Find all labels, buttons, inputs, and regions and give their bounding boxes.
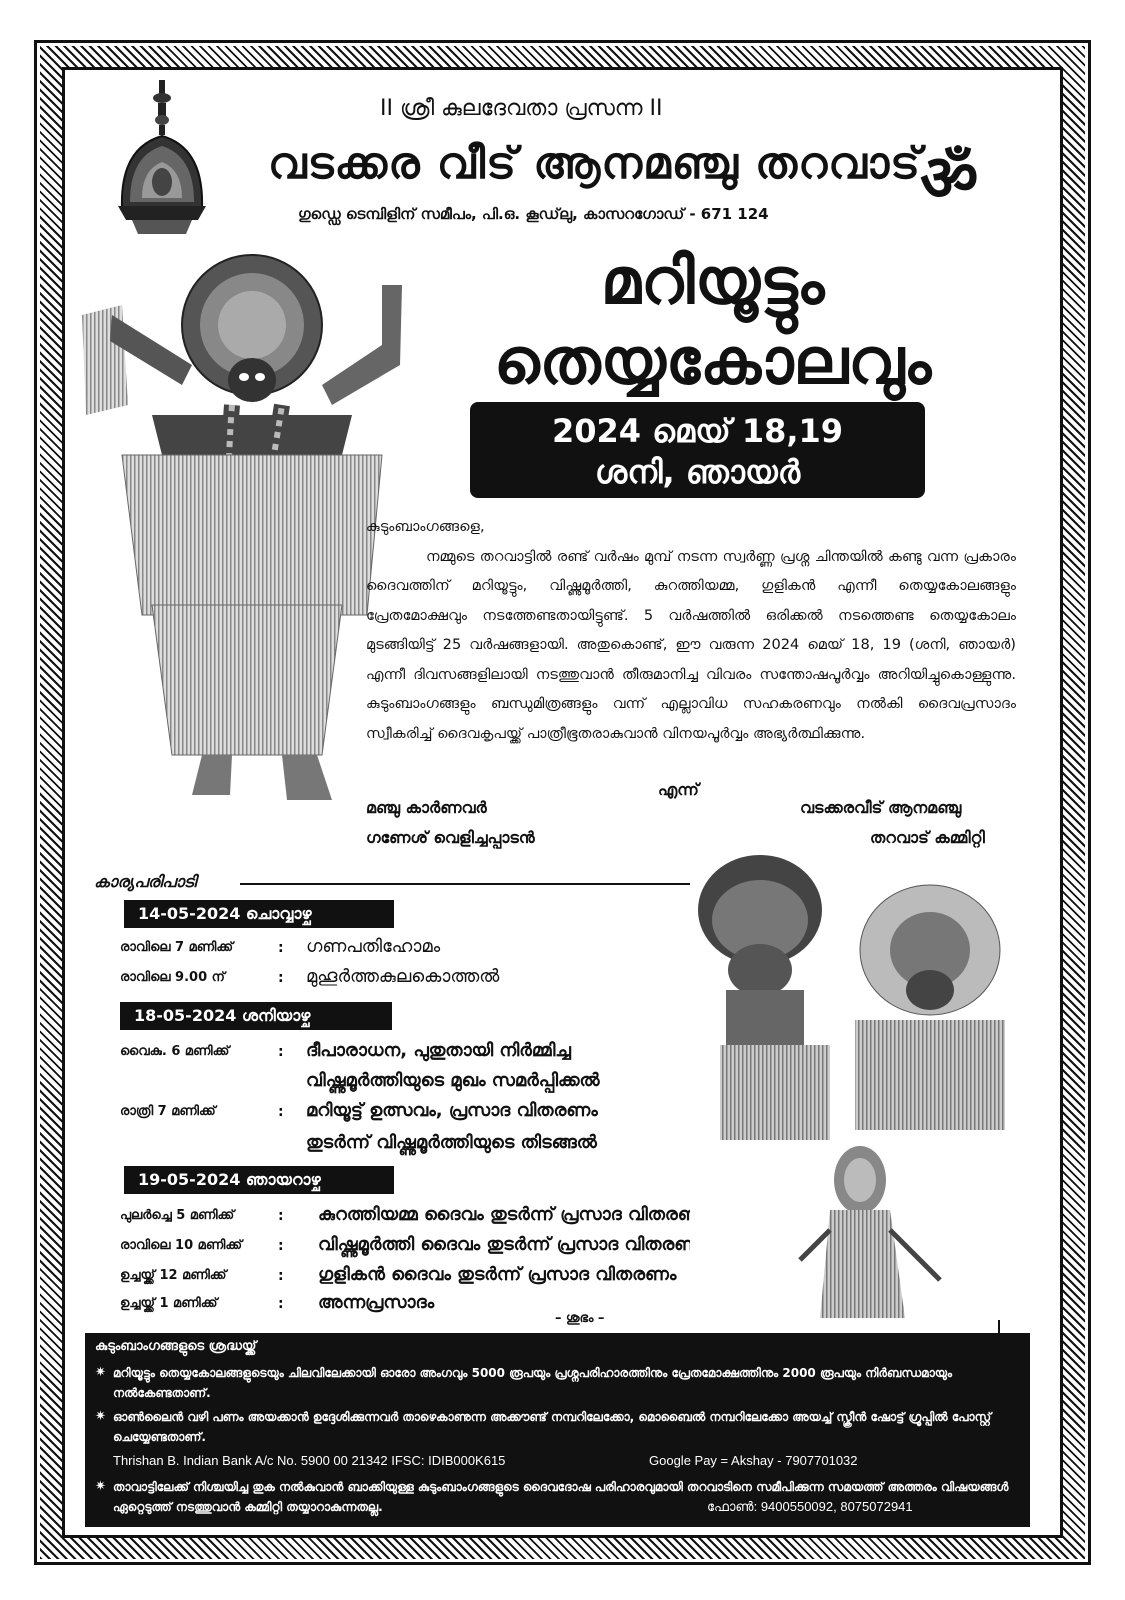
programme-title: കാര്യപരിപാടി [94, 872, 197, 891]
notice-heading: കുടുംബാംഗങ്ങളുടെ ശ്രദ്ധയ്ക്ക് [95, 1339, 257, 1354]
colon-1-1: : [278, 940, 284, 956]
notice-box [85, 1333, 1030, 1527]
letter-ennu: എന്ന് [658, 780, 699, 799]
om-icon: ॐ [920, 142, 979, 216]
date-box [470, 402, 925, 498]
event-2-1: ദീപാരാധന, പുതുതായി നിർമ്മിച്ച [306, 1040, 571, 1061]
bank-details: Thrishan B. Indian Bank A/c No. 5900 00 21342 IFSC: IDIB000K615 [113, 1453, 506, 1468]
day-header-3: 19-05-2024 ഞായറാഴ്ച [124, 1166, 394, 1194]
phone-numbers: ഫോൺ: 9400550092, 8075072941 [707, 1499, 913, 1514]
tharavad-title: വടക്കര വീട് ആനമഞ്ചു തറവാട് [268, 138, 922, 189]
closing-shubham: – ശുഭം – [555, 1311, 605, 1326]
bullet-icon: ✷ [95, 1479, 106, 1494]
colon-1-2: : [278, 970, 284, 986]
event-3-2: വിഷ്ണുമൂർത്തി ദൈവം തുടർന്ന് പ്രസാദ വിതരണം [318, 1234, 706, 1255]
address-text: ഗുഡ്ഡെ ടെമ്പിളിന് സമീപം, പി.ഒ. കൂഡ്‌ലു, കാസറഗോഡ് - 671 124 [298, 205, 769, 223]
signatory-right-1: വടക്കരവീട് ആനമഞ്ചു [800, 798, 962, 817]
colon-3-4: : [278, 1296, 284, 1312]
blessing-text: II ശ്രീ കുലദേവതാ പ്രസന്ന II [380, 96, 663, 121]
invitation-letter [366, 512, 1016, 748]
notice-point-3: താവാട്ടിലേക്ക് നിശ്ചയിച്ച തുക നൽകുവാൻ ബാക്കിയുള്ള കുടുംബാംഗങ്ങളുടെ ദൈവദോഷ പരിഹാരവുമായി തറവാടിനെ സമീപിക്കുന്ന സമയത്ത് അത്തരം വിഷയങ്ങൾ ഏറ്റെടുത്ത് നടത്തുവാൻ കമ്മിറ്റി തയ്യാറാകുന്നതല്ല. [113, 1480, 1009, 1514]
bullet-icon: ✷ [95, 1409, 106, 1424]
colon-3-2: : [278, 1238, 284, 1254]
event-3-1: കുറത്തിയമ്മ ദൈവം തുടർന്ന് പ്രസാദ വിതരണം [318, 1204, 710, 1225]
lamp-icon [112, 78, 212, 238]
letter-greeting: കുടുംബാംഗങ്ങളെ, [366, 518, 485, 535]
event-2-2-cont: തുടർന്ന് വിഷ്ണുമൂർത്തിയുടെ തിടങ്ങൽ [306, 1132, 597, 1153]
bullet-icon: ✷ [95, 1365, 106, 1380]
time-3-4: ഉച്ചയ്ക്ക് 1 മണിക്ക് [120, 1296, 218, 1311]
time-3-3: ഉച്ചയ്ക്ക് 12 മണിക്ക് [120, 1268, 227, 1283]
notice-point-1: മറിയൂട്ടും തെയ്യകോലങ്ങളുടെയും ചിലവിലേക്കായി ഓരോ അംഗവും 5000 രൂപയും പ്രശ്നപരിഹാരത്തിനും പ്രേതമോക്ഷത്തിനും 2000 രൂപയും നിർബന്ധമായും നൽകേണ്ടതാണ്. [113, 1366, 953, 1400]
day-header-2: 18-05-2024 ശനിയാഴ്ച [120, 1002, 392, 1030]
time-2-1: വൈകു. 6 മണിക്ക് [120, 1044, 230, 1059]
event-1-2: മുഹൂർത്തകുലകൊത്തൽ [306, 966, 500, 987]
event-3-4: അന്നപ്രസാദം [318, 1292, 435, 1313]
signatory-right-2: തറവാട് കമ്മിറ്റി [870, 828, 985, 847]
time-3-1: പുലർച്ചെ 5 മണിക്ക് [120, 1208, 235, 1223]
event-title-line1: മറിയൂട്ടും [600, 245, 825, 319]
theyyam-photos-image [690, 850, 1020, 1320]
signatory-left-1: മഞ്ചു കാർണവർ [366, 798, 487, 817]
notice-point-2: ഓൺലൈൻ വഴി പണം അയക്കാൻ ഉദ്ദേശിക്കുന്നവർ താഴെകാണുന്ന അക്കൗണ്ട് നമ്പറിലേക്കോ, മൊബൈൽ നമ്പറിലേക്കോ അയച്ച് സ്ക്രീൻ ഷോട്ട് ഗ്രൂപ്പിൽ പോസ്റ്റ് ചെയ്യേണ്ടതാണ്. [113, 1410, 992, 1444]
event-1-1: ഗണപതിഹോമം [306, 936, 441, 957]
time-2-2: രാത്രി 7 മണിക്ക് [120, 1104, 216, 1119]
time-1-1: രാവിലെ 7 മണിക്ക് [120, 940, 234, 955]
colon-2-2: : [278, 1104, 284, 1120]
event-days: ശനി, ഞായർ [594, 453, 801, 491]
colon-3-3: : [278, 1268, 284, 1284]
time-1-2: രാവിലെ 9.00 ന് [120, 970, 225, 985]
event-2-1-cont: വിഷ്ണുമൂർത്തിയുടെ മുഖം സമർപ്പിക്കൽ [306, 1070, 600, 1091]
signatory-left-2: ഗണേശ് വെളിച്ചപ്പാടൻ [366, 828, 535, 847]
event-date: 2024 മെയ് 18,19 [551, 412, 844, 450]
day-header-1: 14-05-2024 ചൊവ്വാഴ്ച [124, 900, 394, 928]
colon-3-1: : [278, 1208, 284, 1224]
event-3-3: ഗുളികൻ ദൈവം തുടർന്ന് പ്രസാദ വിതരണം [318, 1264, 677, 1285]
letter-body: നമ്മുടെ തറവാട്ടിൽ രണ്ട് വർഷം മുമ്പ് നടന്ന സ്വർണ്ണ പ്രശ്ന ചിന്തയിൽ കണ്ടു വന്ന പ്രകാരം ദൈവത്തിന് മറിയൂട്ടും, വിഷ്ണുമൂർത്തി, കുറത്തിയമ്മ, ഗുളികൻ എന്നീ തെയ്യകോലങ്ങളും പ്രേതമോക്ഷവും നടത്തേണ്ടതായിട്ടുണ്ട്. 5 വർഷത്തിൽ ഒരിക്കൽ നടത്തെണ്ട തെയ്യകോലം മുടങ്ങിയിട്ട് 25 വർഷങ്ങളായി. അതുകൊണ്ട്, ഈ വരുന്ന 2024 മെയ് 18, 19 (ശനി, ഞായർ) എന്നീ ദിവസങ്ങളിലായി നടത്തുവാൻ തീരുമാനിച്ച വിവരം സന്തോഷപൂർവ്വം അറിയിച്ചുകൊള്ളുന്നു. കുടുംബാംഗങ്ങളും ബന്ധുമിത്രങ്ങളും വന്ന് എല്ലാവിധ സഹകരണവും നൽകി ദൈവപ്രസാദം സ്വീകരിച്ച് ദൈവകൃപയ്ക്ക് പാത്രീഭൂതരാകുവാൻ വിനയപൂർവ്വം അഭ്യർത്ഥിക്കുന്നു. [366, 547, 1016, 742]
event-2-2: മറിയൂട്ട് ഉത്സവം, പ്രസാദ വിതരണം [306, 1100, 598, 1121]
time-3-2: രാവിലെ 10 മണിക്ക് [120, 1238, 243, 1253]
event-title-line2: തെയ്യകോലവും [493, 325, 932, 399]
colon-2-1: : [278, 1044, 284, 1060]
google-pay: Google Pay = Akshay - 7907701032 [649, 1453, 858, 1468]
